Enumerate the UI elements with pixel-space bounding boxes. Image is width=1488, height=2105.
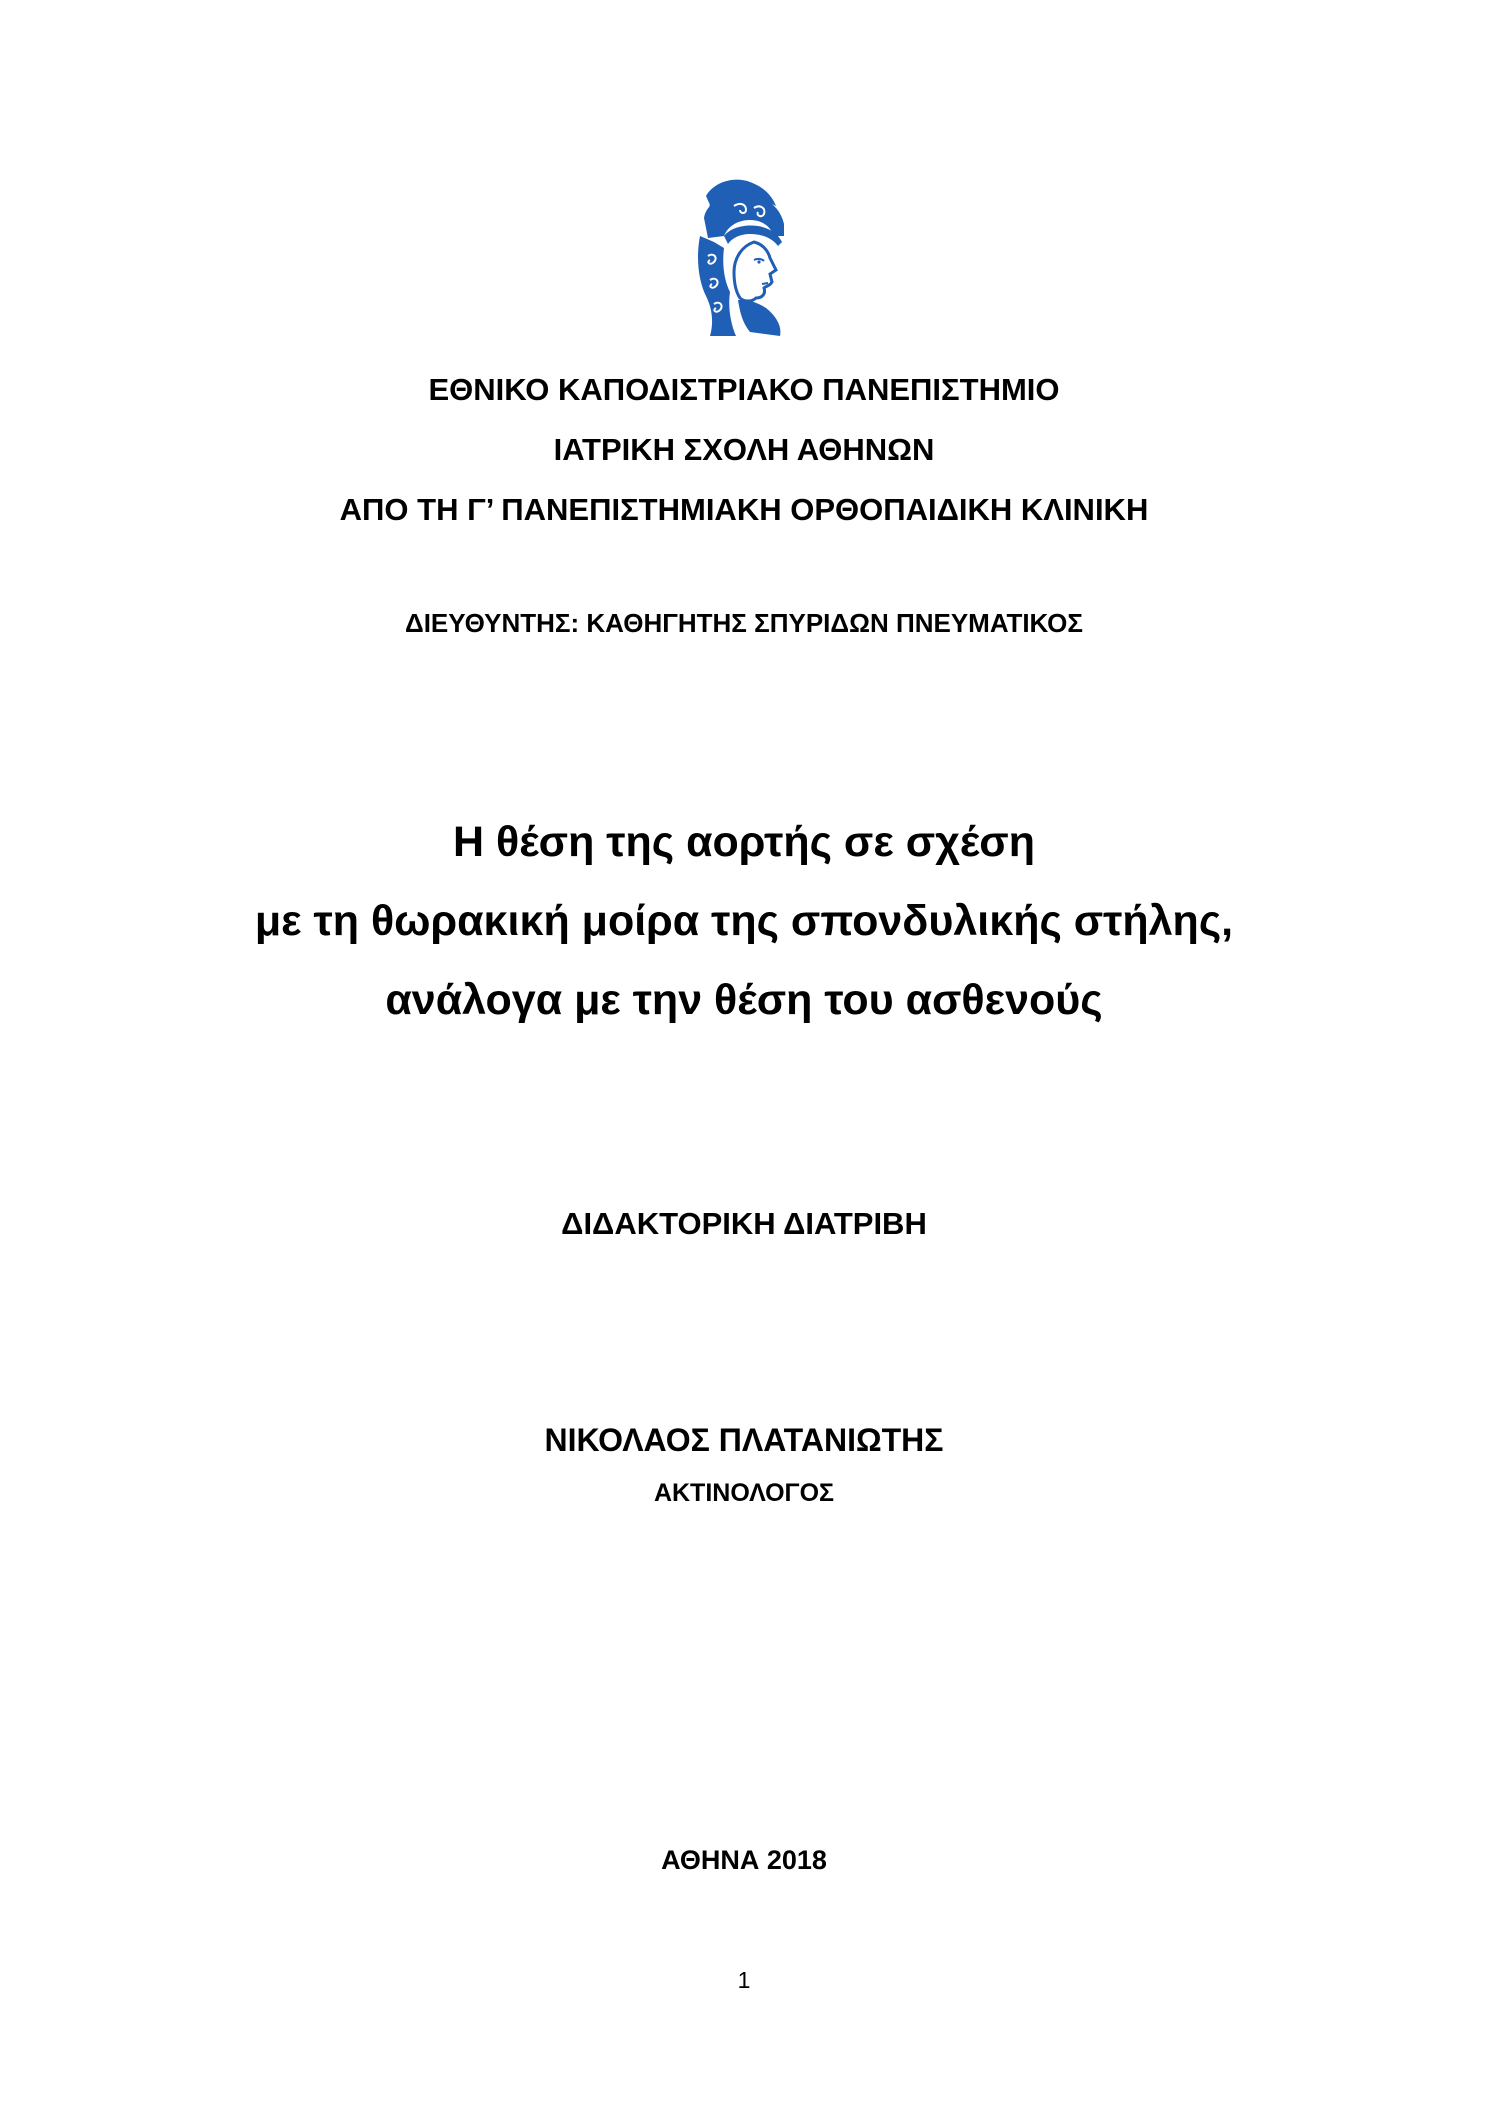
- school-name: ΙΑΤΡΙΚΗ ΣΧΟΛΗ ΑΘΗΝΩΝ: [553, 432, 935, 467]
- thesis-title-line-3: ανάλογα με την θέση του ασθενούς: [385, 976, 1103, 1024]
- clinic-name: ΑΠΟ ΤΗ Γ’ ΠΑΝΕΠΙΣΤΗΜΙΑΚΗ ΟΡΘΟΠΑΙΔΙΚΗ ΚΛΙΝΙΚΗ: [339, 492, 1149, 527]
- university-name: ΕΘΝΙΚΟ ΚΑΠΟΔΙΣΤΡΙΑΚΟ ΠΑΝΕΠΙΣΤΗΜΙΟ: [428, 372, 1060, 407]
- author-name: ΝΙΚΟΛΑΟΣ ΠΛΑΤΑΝΙΩΤΗΣ: [544, 1422, 944, 1458]
- document-type: ΔΙΔΑΚΤΟΡΙΚΗ ΔΙΑΤΡΙΒΗ: [561, 1206, 927, 1241]
- page-number: 1: [737, 1967, 751, 1993]
- place-and-year: ΑΘΗΝΑ 2018: [661, 1845, 827, 1875]
- thesis-title-line-1: Η θέση της αορτής σε σχέση: [453, 818, 1035, 866]
- director-line: ΔΙΕΥΘΥΝΤΗΣ: ΚΑΘΗΓΗΤΗΣ ΣΠΥΡΙΔΩΝ ΠΝΕΥΜΑΤΙΚΟΣ: [405, 608, 1083, 638]
- university-emblem-logo: [684, 176, 808, 346]
- thesis-title-line-2: με τη θωρακική μοίρα της σπονδυλικής στήλης,: [254, 897, 1234, 945]
- author-role: ΑΚΤΙΝΟΛΟΓΟΣ: [653, 1479, 835, 1507]
